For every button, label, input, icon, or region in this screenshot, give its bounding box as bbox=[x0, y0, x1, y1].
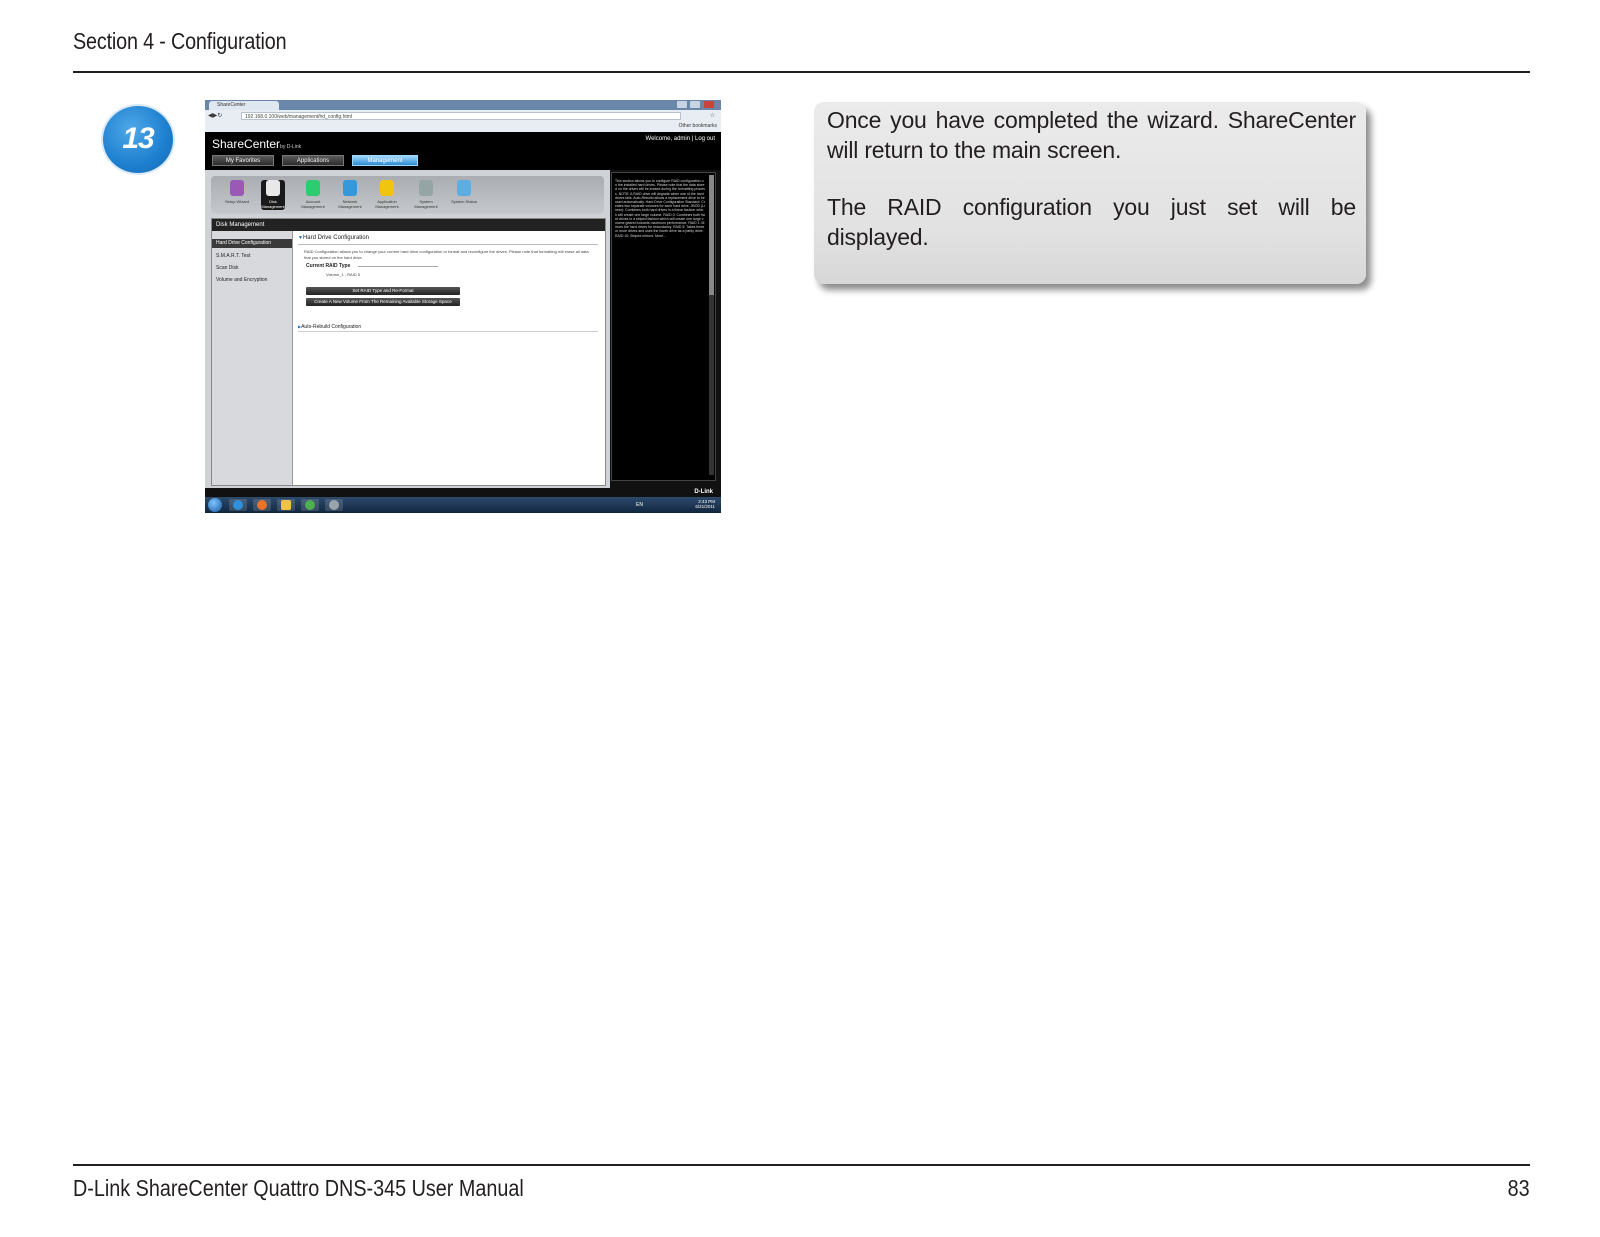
url-input[interactable]: 192.168.0.100/web/management/hd_config.html bbox=[241, 112, 681, 120]
icon-label: Network Management bbox=[338, 199, 362, 209]
tab-applications[interactable]: Applications bbox=[282, 155, 344, 166]
setup-wizard-icon[interactable] bbox=[225, 180, 249, 210]
language-indicator[interactable]: EN bbox=[636, 502, 643, 508]
app-logo: ShareCenterby D-Link bbox=[212, 137, 302, 151]
icon-label: Account Management bbox=[301, 199, 325, 209]
chrome-icon[interactable] bbox=[301, 499, 319, 511]
nav-volume-encryption[interactable]: Volume and Encryption bbox=[216, 277, 268, 283]
other-bookmarks[interactable]: Other bookmarks bbox=[678, 123, 717, 129]
nav-smart-test[interactable]: S.M.A.R.T. Test bbox=[216, 253, 251, 259]
tab-management[interactable]: Management bbox=[352, 155, 418, 166]
nav-arrows-icon[interactable]: ◀▶↻ bbox=[208, 113, 223, 119]
close-icon[interactable] bbox=[704, 101, 714, 108]
current-raid-label: Current RAID Type bbox=[306, 263, 351, 269]
nav-scan-disk[interactable]: Scan Disk bbox=[216, 265, 239, 271]
tool-icon[interactable] bbox=[325, 499, 343, 511]
welcome-text[interactable]: Welcome, admin | Log out bbox=[645, 136, 715, 142]
account-management-icon[interactable] bbox=[301, 180, 325, 210]
manual-title: D-Link ShareCenter Quattro DNS-345 User Manual bbox=[73, 1175, 524, 1201]
app-header bbox=[205, 132, 721, 170]
icon-label: System Status bbox=[451, 199, 477, 204]
config-description: RAID Configuration allows you to change your current hard drive configuration or format and reconfigure the drives. Please note that formatting will erase all data that you stored on the hard drive. bbox=[304, 249, 589, 260]
help-text: This section allows you to configure RAID configuration on the installed hard drives. Please note that the data stored on the drives will be erased during the formatting process. NOTE: A RAID drive will degrade when one of the hard drives fails. Auto-Rebuild allows a replacement drive to be used automatically. Hard Drive Configuration Standard: Creates two separate volumes for each hard drive. JBOD (Linear): Combines both hard drives in a linear fashion which will create one large volume. RAID 0: Combines both hard drives in a striped fashion which will create one large volume geared towards maximum performance. RAID 1: Mirrors the hard drives for redundancy. RAID 5: Takes three or more drives and uses the fourth drive as a parity drive. RAID 10: Striped mirrors. More... bbox=[615, 179, 706, 238]
management-icon-row bbox=[211, 176, 604, 214]
footer-strip bbox=[205, 488, 721, 497]
step-badge bbox=[103, 106, 173, 173]
browser-tab-label: ShareCenter bbox=[217, 102, 246, 108]
create-volume-button[interactable]: Create A New Volume From The Remaining Available Storage Space bbox=[306, 298, 460, 306]
icon-glyph bbox=[230, 180, 244, 196]
minimize-icon[interactable] bbox=[677, 101, 687, 108]
panel-title: Disk Management bbox=[212, 219, 605, 231]
set-raid-button[interactable]: Set RAID Type and Re-Format bbox=[306, 287, 460, 295]
browser-tab[interactable] bbox=[209, 101, 279, 110]
clock[interactable] bbox=[695, 499, 715, 509]
network-management-icon[interactable] bbox=[338, 180, 362, 210]
header-rule bbox=[73, 71, 1530, 73]
app-body bbox=[205, 170, 610, 488]
clock-date: 6/21/2011 bbox=[695, 504, 715, 509]
panel-main bbox=[298, 235, 600, 475]
disk-management-icon[interactable] bbox=[261, 180, 285, 210]
current-raid-value: Volume_1 : RAID 5 bbox=[326, 272, 361, 277]
callout-paragraph-1: Once you have completed the wizard. ShareCenter will return to the main screen. bbox=[827, 107, 1356, 163]
disk-management-panel bbox=[211, 218, 606, 486]
firefox-icon[interactable] bbox=[253, 499, 271, 511]
ie-icon[interactable] bbox=[229, 499, 247, 511]
icon-label: Setup Wizard bbox=[224, 199, 249, 204]
step-number: 13 bbox=[122, 122, 154, 155]
bookmarks-bar bbox=[205, 122, 721, 132]
system-management-icon[interactable] bbox=[414, 180, 438, 210]
browser-titlebar bbox=[205, 100, 721, 110]
help-scrollbar[interactable] bbox=[709, 175, 714, 475]
folder-icon[interactable] bbox=[277, 499, 295, 511]
screenshot bbox=[205, 100, 721, 513]
taskbar bbox=[205, 497, 721, 513]
instruction-callout bbox=[814, 102, 1366, 284]
star-icon[interactable]: ☆ bbox=[709, 113, 715, 119]
address-bar bbox=[205, 110, 721, 122]
dlink-logo: D-Link bbox=[694, 489, 713, 495]
page-number: 83 bbox=[1507, 1175, 1530, 1201]
nav-hard-drive-configuration[interactable]: Hard Drive Configuration bbox=[212, 239, 292, 248]
section-title: Section 4 - Configuration bbox=[73, 28, 287, 54]
auto-rebuild-toggle[interactable]: ▶ Auto-Rebuild Configuration bbox=[298, 324, 361, 330]
footer-rule bbox=[73, 1164, 1530, 1166]
system-status-icon[interactable] bbox=[452, 180, 476, 210]
icon-label: Application Management bbox=[375, 199, 399, 209]
icon-label: System Management bbox=[414, 199, 438, 209]
divider bbox=[358, 266, 438, 267]
divider bbox=[298, 331, 598, 332]
help-pane bbox=[611, 172, 716, 481]
icon-label: Disk Management bbox=[261, 199, 285, 209]
panel-nav bbox=[212, 231, 293, 485]
hard-drive-config-title[interactable]: ▼ Hard Drive Configuration bbox=[298, 235, 369, 241]
callout-paragraph-2: The RAID configuration you just set will be displayed. bbox=[827, 194, 1356, 250]
tab-my-favorites[interactable]: My Favorites bbox=[212, 155, 274, 166]
maximize-icon[interactable] bbox=[690, 101, 700, 108]
application-management-icon[interactable] bbox=[375, 180, 399, 210]
clock-time: 2:43 PM bbox=[698, 499, 715, 504]
start-button-icon[interactable] bbox=[208, 498, 222, 512]
divider bbox=[298, 244, 598, 245]
